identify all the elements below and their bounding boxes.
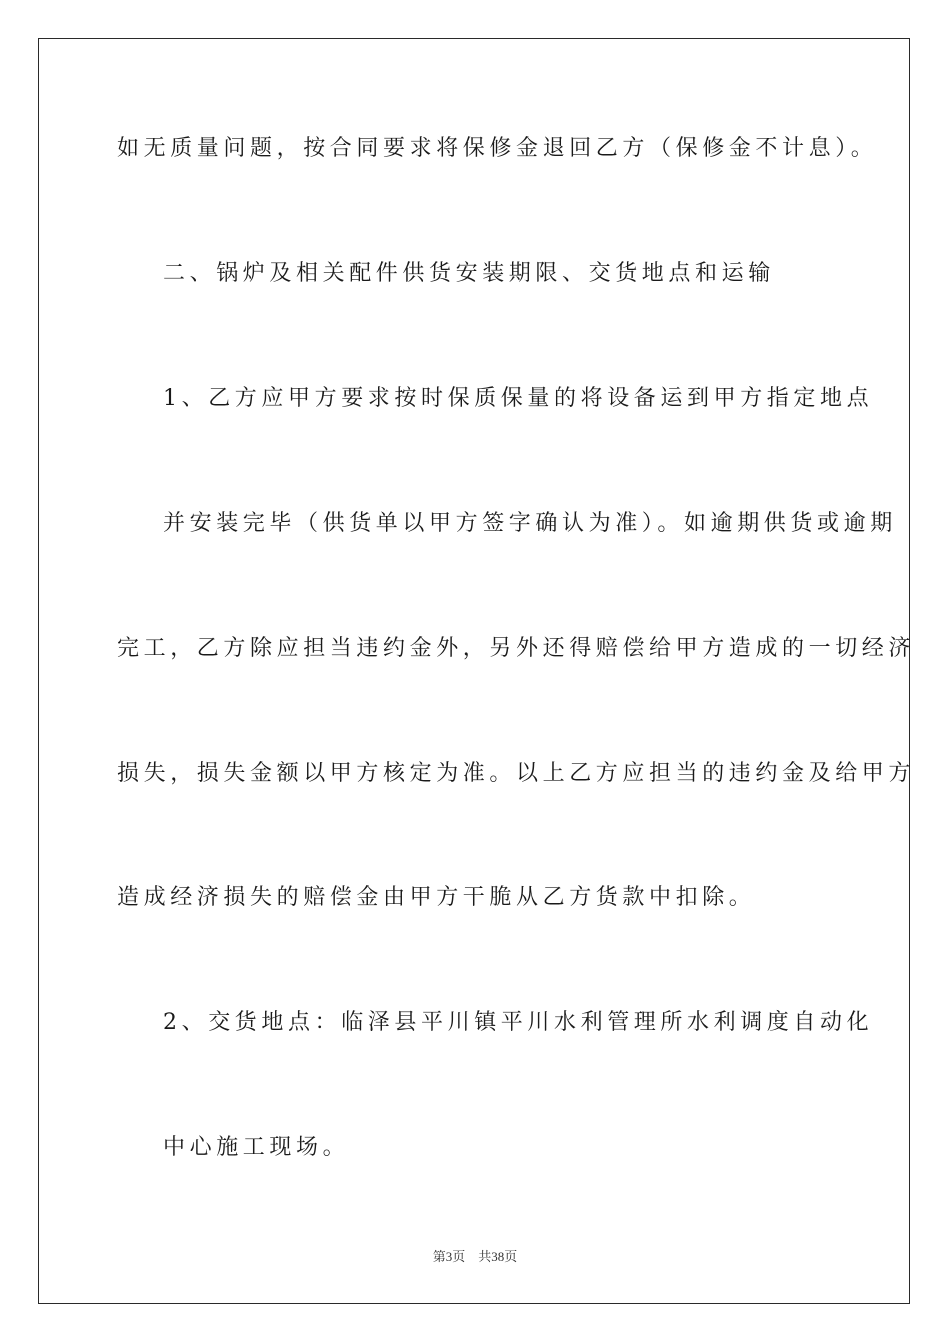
body-line-1: 如无质量问题，按合同要求将保修金退回乙方（保修金不计息）。: [117, 136, 878, 161]
body-line-8: 2、交货地点：临泽县平川镇平川水利管理所水利调度自动化: [163, 1010, 874, 1035]
page-total: 共38页: [478, 1249, 518, 1264]
body-line-9: 中心施工现场。: [163, 1135, 350, 1160]
page-border: [38, 38, 910, 1304]
body-line-7: 造成经济损失的赔偿金由甲方干脆从乙方货款中扣除。: [117, 885, 756, 910]
body-line-5: 完工，乙方除应担当违约金外，另外还得赔偿给甲方造成的一切经济: [117, 636, 916, 661]
page-number: 第3页: [432, 1249, 466, 1264]
body-line-6: 损失，损失金额以甲方核定为准。以上乙方应担当的违约金及给甲方: [117, 761, 916, 786]
body-line-3: 1、乙方应甲方要求按时保质保量的将设备运到甲方指定地点: [163, 386, 874, 411]
section-heading: 二、锅炉及相关配件供货安装期限、交货地点和运输: [163, 261, 775, 286]
page-footer: [0, 1246, 950, 1265]
body-line-4: 并安装完毕（供货单以甲方签字确认为准）。如逾期供货或逾期: [163, 511, 897, 536]
